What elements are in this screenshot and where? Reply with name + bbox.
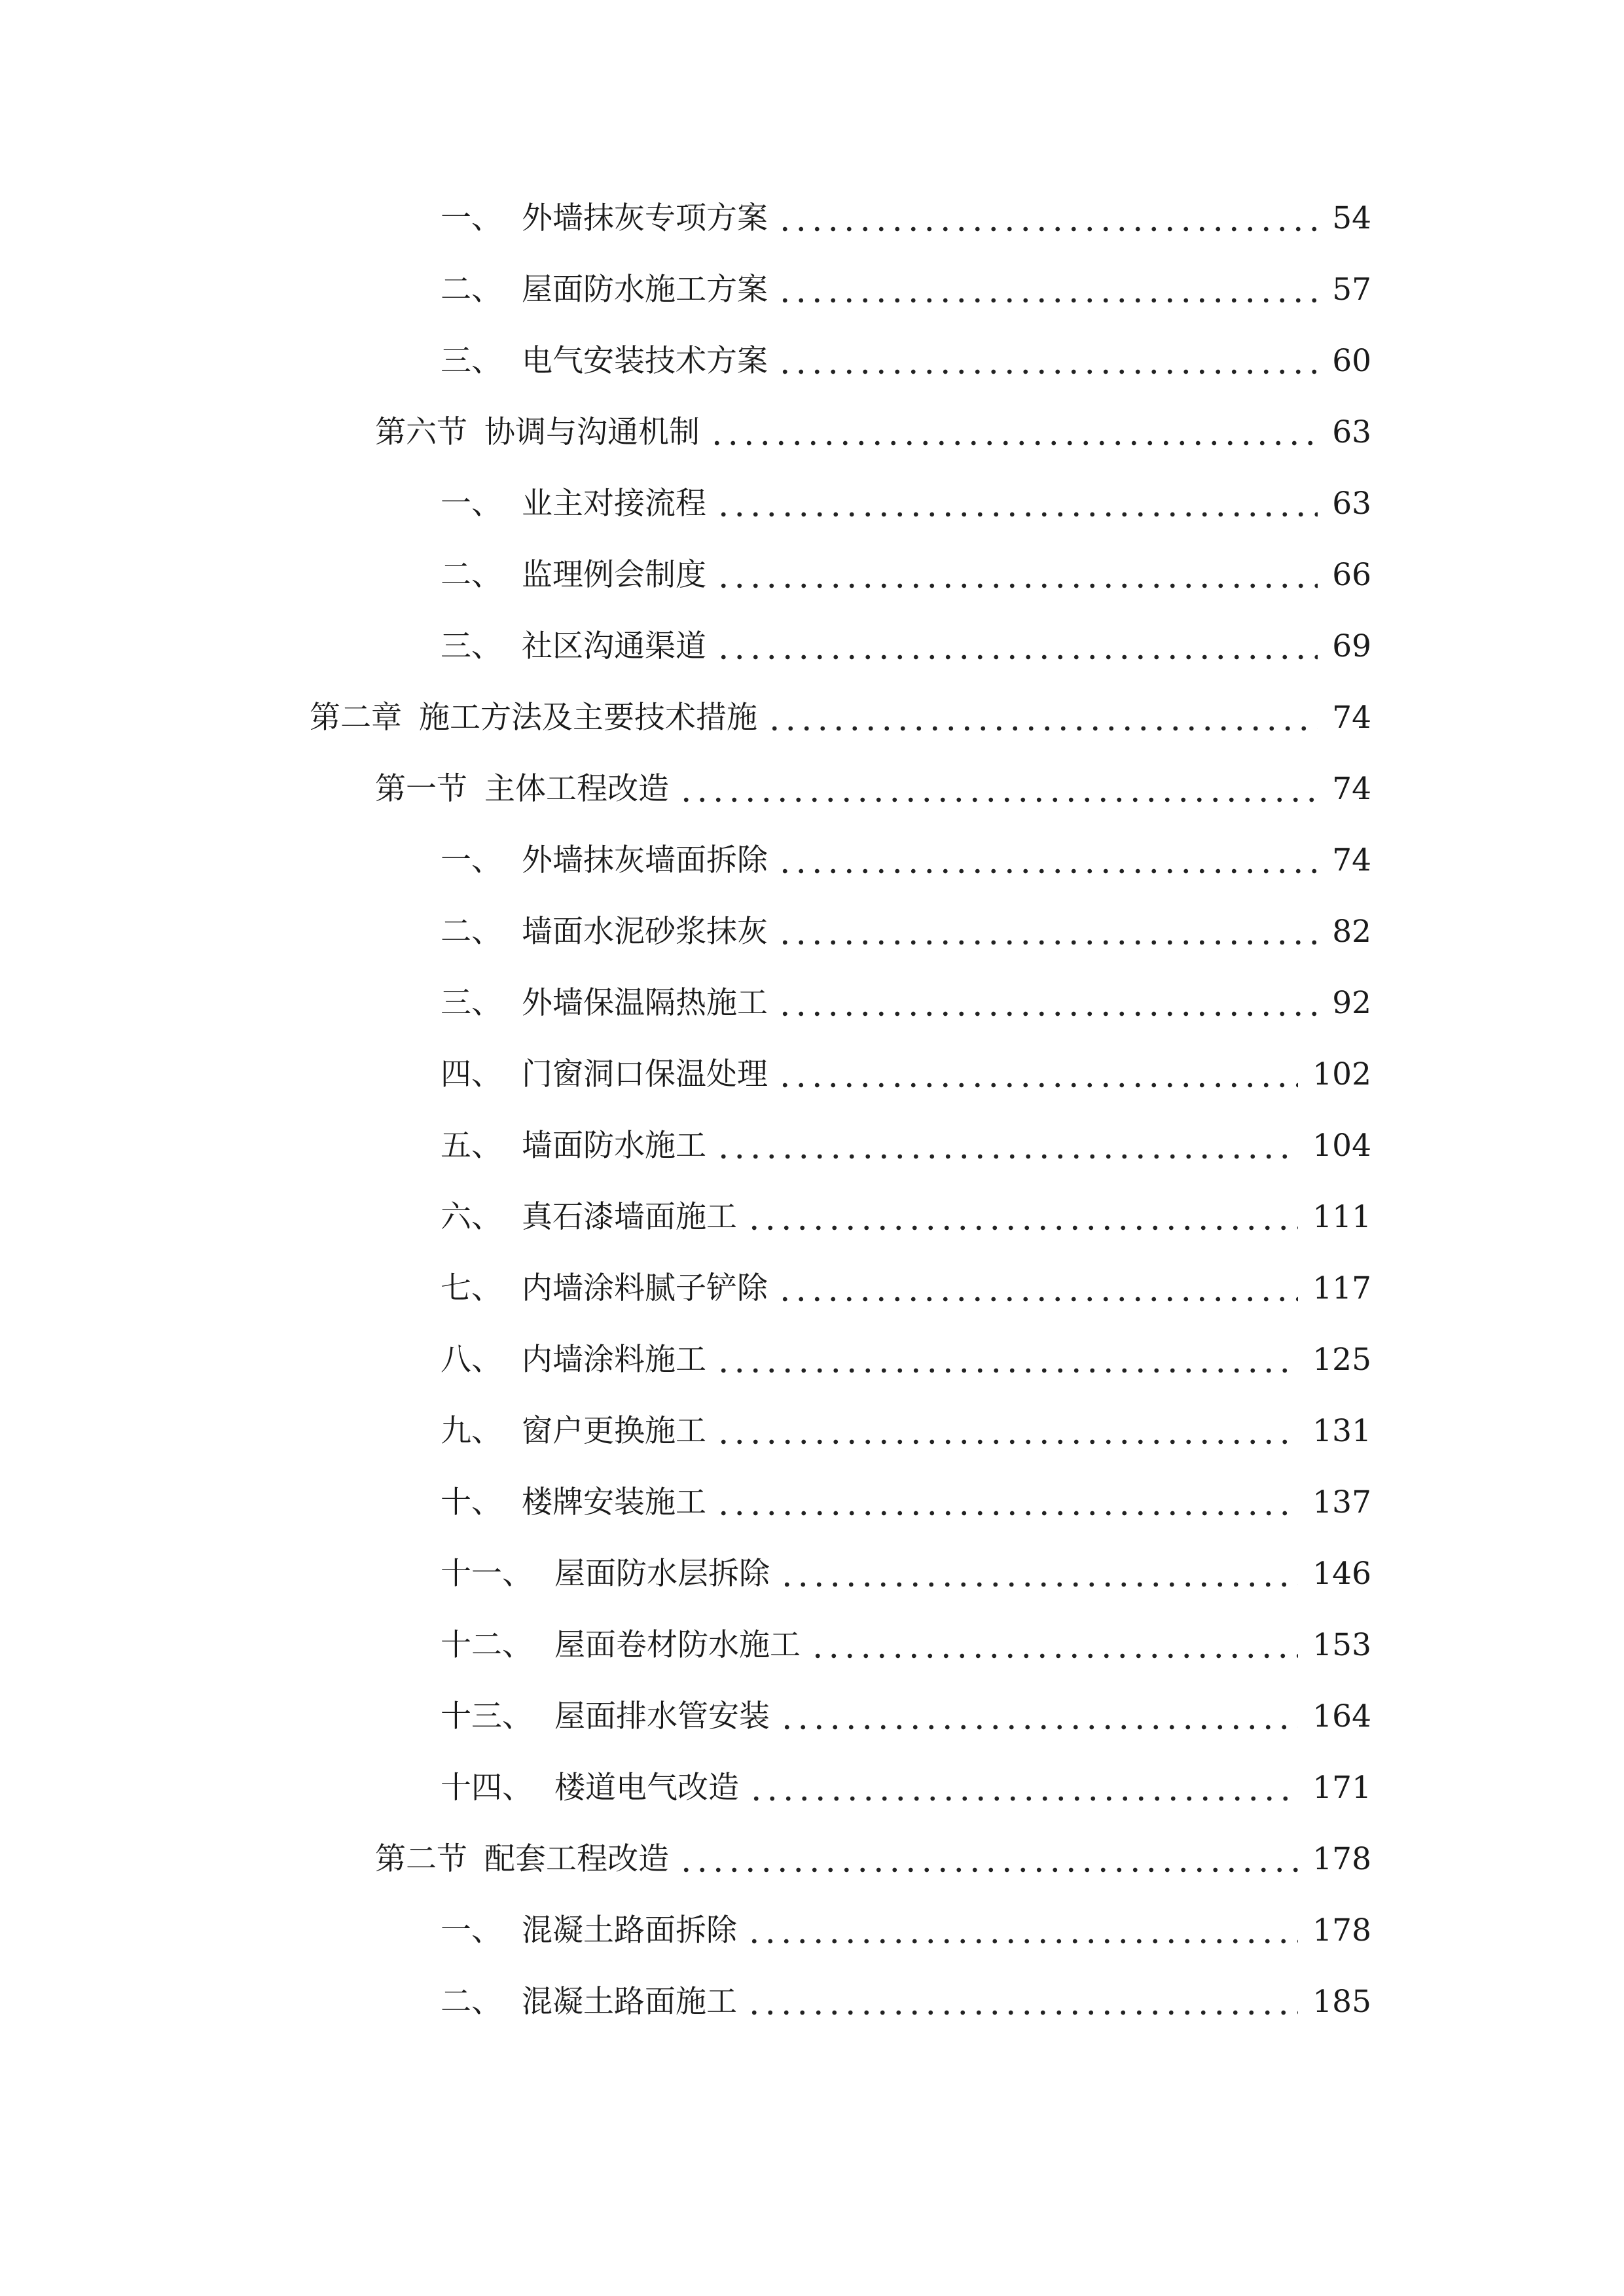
toc-entry-page-number: 92 <box>1332 985 1371 1021</box>
dot-leader <box>777 1267 1298 1310</box>
toc-entry-number: 第二节 <box>375 1841 467 1877</box>
toc-entry-page-number: 137 <box>1312 1484 1371 1520</box>
toc-entry-item[interactable] <box>441 197 1371 240</box>
toc-entry-title: 施工方法及主要技术措施 <box>419 700 757 736</box>
toc-entry-item[interactable] <box>441 1410 1371 1453</box>
toc-entry-page-number: 60 <box>1332 343 1371 379</box>
toc-entry-item[interactable] <box>441 340 1371 383</box>
toc-entry-title: 混凝土路面拆除 <box>522 1912 737 1948</box>
toc-entry-title: 屋面排水管安装 <box>554 1698 770 1734</box>
toc-entry-title: 楼牌安装施工 <box>522 1484 706 1520</box>
toc-entry-number: 六、 <box>441 1199 502 1235</box>
toc-entry-title: 电气安装技术方案 <box>522 343 768 379</box>
dot-leader <box>678 1838 1298 1881</box>
toc-entry-item[interactable] <box>441 1124 1371 1168</box>
dot-leader <box>779 1695 1298 1738</box>
toc-entry-page-number: 104 <box>1312 1128 1371 1164</box>
dot-leader <box>810 1624 1298 1667</box>
toc-entry-number: 十、 <box>441 1484 502 1520</box>
toc-entry-title: 楼道电气改造 <box>554 1770 739 1806</box>
toc-entry-title: 窗户更换施工 <box>522 1413 706 1449</box>
toc-entry-title: 内墙涂料施工 <box>522 1342 706 1378</box>
toc-entry-page-number: 185 <box>1312 1984 1371 2020</box>
toc-entry-item[interactable] <box>441 1267 1371 1310</box>
toc-entry-item[interactable] <box>441 1338 1371 1382</box>
dot-leader <box>715 482 1318 526</box>
toc-entry-number: 二、 <box>441 272 502 308</box>
toc-entry-item[interactable] <box>441 910 1371 954</box>
toc-entry-title: 业主对接流程 <box>522 486 706 522</box>
dot-leader <box>779 1552 1298 1596</box>
toc-entry-item[interactable] <box>441 482 1371 526</box>
toc-entry-item[interactable] <box>441 1196 1371 1239</box>
toc-entry-title: 主体工程改造 <box>484 771 669 807</box>
toc-entry-page-number: 74 <box>1332 700 1371 736</box>
toc-entry-title: 门窗洞口保温处理 <box>522 1056 768 1092</box>
toc-entry-page-number: 63 <box>1332 486 1371 522</box>
toc-entry-item[interactable] <box>441 982 1371 1025</box>
toc-entry-page-number: 54 <box>1332 200 1371 236</box>
dot-leader <box>777 268 1318 312</box>
toc-entry-page-number: 125 <box>1312 1342 1371 1378</box>
dot-leader <box>709 411 1318 454</box>
toc-entry-item[interactable] <box>441 1909 1371 1952</box>
toc-entry-title: 外墙抹灰专项方案 <box>522 200 768 236</box>
toc-entry-page-number: 178 <box>1312 1841 1371 1877</box>
toc-entry-chapter[interactable] <box>310 696 1371 740</box>
toc-entry-number: 十二、 <box>441 1627 533 1663</box>
dot-leader <box>777 197 1318 240</box>
dot-leader <box>777 982 1318 1025</box>
dot-leader <box>746 1909 1298 1952</box>
toc-entry-page-number: 69 <box>1332 628 1371 664</box>
toc-entry-number: 三、 <box>441 985 502 1021</box>
toc-entry-item[interactable] <box>441 554 1371 597</box>
dot-leader <box>746 1196 1298 1239</box>
toc-entry-page-number: 66 <box>1332 557 1371 593</box>
dot-leader <box>715 625 1318 668</box>
toc-entry-section[interactable] <box>375 768 1371 811</box>
toc-entry-item[interactable] <box>441 1695 1371 1738</box>
toc-entry-title: 屋面卷材防水施工 <box>554 1627 801 1663</box>
toc-entry-item[interactable] <box>441 839 1371 882</box>
toc-entry-number: 九、 <box>441 1413 502 1449</box>
toc-entry-number: 八、 <box>441 1342 502 1378</box>
toc-entry-page-number: 74 <box>1332 842 1371 878</box>
toc-entry-item[interactable] <box>441 1552 1371 1596</box>
toc-entry-number: 一、 <box>441 200 502 236</box>
dot-leader <box>748 1767 1298 1810</box>
toc-entry-number: 四、 <box>441 1056 502 1092</box>
toc-entry-title: 屋面防水施工方案 <box>522 272 768 308</box>
toc-entry-number: 一、 <box>441 842 502 878</box>
toc-entry-page-number: 117 <box>1312 1270 1371 1306</box>
dot-leader <box>715 1481 1298 1524</box>
dot-leader <box>715 1338 1298 1382</box>
toc-entry-number: 一、 <box>441 486 502 522</box>
toc-entry-number: 三、 <box>441 343 502 379</box>
toc-entry-item[interactable] <box>441 1624 1371 1667</box>
toc-entry-number: 二、 <box>441 557 502 593</box>
toc-entry-number: 二、 <box>441 914 502 950</box>
toc-entry-page-number: 57 <box>1332 272 1371 308</box>
dot-leader <box>715 1124 1298 1168</box>
toc-entry-page-number: 178 <box>1312 1912 1371 1948</box>
toc-entry-title: 混凝土路面施工 <box>522 1984 737 2020</box>
toc-entry-item[interactable] <box>441 1053 1371 1096</box>
toc-entry-title: 墙面防水施工 <box>522 1128 706 1164</box>
toc-entry-item[interactable] <box>441 1981 1371 2024</box>
dot-leader <box>777 839 1318 882</box>
toc-entry-number: 第六节 <box>375 414 467 450</box>
dot-leader <box>678 768 1318 811</box>
toc-entry-title: 墙面水泥砂浆抹灰 <box>522 914 768 950</box>
toc-entry-section[interactable] <box>375 1838 1371 1881</box>
toc-entry-page-number: 111 <box>1312 1199 1371 1235</box>
dot-leader <box>715 554 1318 597</box>
toc-entry-page-number: 63 <box>1332 414 1371 450</box>
toc-entry-title: 内墙涂料腻子铲除 <box>522 1270 768 1306</box>
toc-entry-number: 一、 <box>441 1912 502 1948</box>
toc-entry-title: 真石漆墙面施工 <box>522 1199 737 1235</box>
dot-leader <box>767 696 1318 740</box>
toc-entry-item[interactable] <box>441 1481 1371 1524</box>
toc-entry-section[interactable] <box>375 411 1371 454</box>
toc-entry-number: 十四、 <box>441 1770 533 1806</box>
toc-entry-page-number: 131 <box>1312 1413 1371 1449</box>
toc-entry-title: 协调与沟通机制 <box>484 414 700 450</box>
toc-entry-title: 外墙保温隔热施工 <box>522 985 768 1021</box>
toc-entry-number: 十一、 <box>441 1556 533 1592</box>
toc-entry-page-number: 153 <box>1312 1627 1371 1663</box>
toc-entry-item[interactable] <box>441 1767 1371 1810</box>
toc-entry-title: 配套工程改造 <box>484 1841 669 1877</box>
dot-leader <box>746 1981 1298 2024</box>
toc-entry-item[interactable] <box>441 268 1371 312</box>
toc-entry-page-number: 74 <box>1332 771 1371 807</box>
toc-entry-page-number: 146 <box>1312 1556 1371 1592</box>
dot-leader <box>715 1410 1298 1453</box>
toc-entry-number: 五、 <box>441 1128 502 1164</box>
toc-entry-page-number: 164 <box>1312 1698 1371 1734</box>
dot-leader <box>777 1053 1298 1096</box>
dot-leader <box>777 340 1318 383</box>
toc-entry-number: 三、 <box>441 628 502 664</box>
toc-entry-number: 二、 <box>441 1984 502 2020</box>
toc-entry-page-number: 102 <box>1312 1056 1371 1092</box>
toc-entry-number: 十三、 <box>441 1698 533 1734</box>
toc-entry-title: 监理例会制度 <box>522 557 706 593</box>
toc-entry-number: 七、 <box>441 1270 502 1306</box>
toc-entry-page-number: 82 <box>1332 914 1371 950</box>
dot-leader <box>777 910 1318 954</box>
toc-entry-title: 外墙抹灰墙面拆除 <box>522 842 768 878</box>
toc-entry-title: 屋面防水层拆除 <box>554 1556 770 1592</box>
toc-entry-item[interactable] <box>441 625 1371 668</box>
toc-entry-number: 第二章 <box>310 700 402 736</box>
toc-entry-title: 社区沟通渠道 <box>522 628 706 664</box>
toc-entry-page-number: 171 <box>1312 1770 1371 1806</box>
toc-entry-number: 第一节 <box>375 771 467 807</box>
